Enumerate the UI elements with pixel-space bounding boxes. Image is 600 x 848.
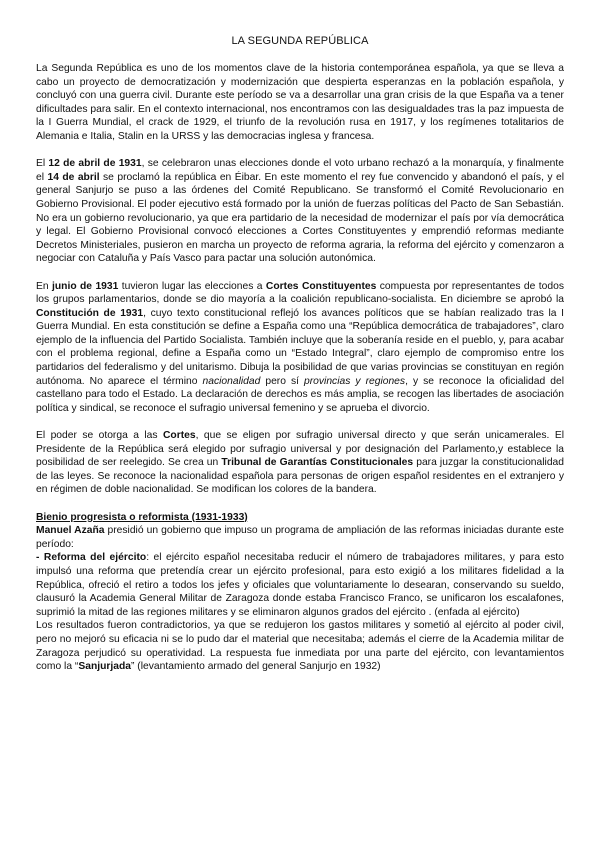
paragraph-constitution: En junio de 1931 tuvieron lugar las elecciones a Cortes Constituyentes compuesta por representantes de todos los grupos parlamentarios, donde se dio mayoría a la coalición republicano-socialista. En diciembre se aprobó la Constitución de 1931, cuyo texto constitucional reflejó los avances políticos que se habían realizado tras la I Guerra Mundial. En esta constitución se define a España como una “República democrática de trabajadores”, claro ejemplo de la influencia del Partido Socialista. También incluye que la soberanía reside en el pueblo, y, para acabar con el problema regional, define a España como un “Estado Integral”, claro ejemplo de compromiso entre los partidarios del federalismo y del unitarismo. Dibuja la posibilidad de que varias provincias se constituyan en región autónoma. No aparece el término nacionalidad pero sí provincias y regiones, y se reconoce la oficialidad del castellano para todo el Estado. La declaración de derechos es más amplia, se recogen las libertades de asociación política y sindical, se reconoce el sufragio universal femenino y se aprueba el divorcio.: [36, 280, 564, 414]
paragraph-introduction: La Segunda República es uno de los momentos clave de la historia contemporánea española, ya que se lleva a cabo un proyecto de democratización y modernización que despierta esperanzas en la población española, y concluyó con una guerra civil. Durante este período se va a desarrollar una gran crisis de la que España va a tener dificultades para salir. En el contexto internacional, nos encontramos con las desigualdades tras la paz impuesta de la I Guerra Mundial, el crack de 1929, el triunfo de la revolución rusa en 1917, y los regímenes totalitarios de Alemania e Italia, Stalin en la URSS y las democracias inglesa y francesa.: [36, 63, 564, 142]
paragraph-proclamation: El 12 de abril de 1931, se celebraron unas elecciones donde el voto urbano rechazó a la monarquía, y finalmente el 14 de abril se proclamó la república en Éibar. En este momento el rey fue convencido y abandonó el país, y el general Sanjurjo se puso a las órdenes del Comité Republicano. Se transformó el Comité Revolucionario en Gobierno Provisional. El poder ejecutivo está formado por la unión de fuerzas políticas del Pacto de San Sebastián. No era un gobierno revolucionario, ya que era partidario de la necesidad de modernizar el país por vía democrática y legal. El Gobierno Provisional convocó elecciones a Cortes Constituyentes y emprendió reformas mediante Decretos Ministeriales, pusieron en marcha un proyecto de reforma agraria, la reforma del ejército y comenzaron a negociar con Cataluña y País Vasco para pactar una solución autonómica.: [36, 158, 564, 265]
paragraph-powers: El poder se otorga a las Cortes, que se eligen por sufragio universal directo y que serán unicamerales. El Presidente de la República será elegido por sufragio universal y por designación del Parlamento,y establece la posibilidad de ser reelegido. Se crea un Tribunal de Garantías Constitucionales para juzgar la constitucionalidad de las leyes. Se reconoce la nacionalidad española para personas de origen español residentes en el extranjero y en régimen de doble nacionalidad. Se modifican los colores de la bandera.: [36, 430, 565, 496]
page-title: LA SEGUNDA REPÚBLICA: [231, 35, 369, 47]
list-item-army-reform: - Reforma del ejército: el ejército español necesitaba reducir el número de trabajadores militares, y para esto impulsó una reforma que pretendía crear un ejército profesional, para esto exigió a los militares fidelidad a la República, ofreció el retiro a todos los jefes y oficiales que voluntariamente lo desearan, conservando su sueldo, clausuró la Academia General Militar de Zaragoza donde estaba Francisco Franco, se unificaron los escalafones, suprimió la mitad de las regiones militares y se eliminaron algunos grados del ejército . (enfada al ejército): [36, 552, 564, 618]
section-heading: Bienio progresista o reformista (1931-1933): [36, 511, 248, 523]
paragraph-results: Los resultados fueron contradictorios, ya que se redujeron los gastos militares y sometió al ejército al poder civil, pero no mejoró su eficacia ni se lo pudo dar el material que necesitaba; además el cierre de la Academia militar de Zaragoza perjudicó su operatividad. La respuesta fue inmediata por una parte del ejército, con levantamientos como la “Sanjurjada” (levantamiento armado del general Sanjurjo en 1932): [36, 620, 564, 673]
paragraph-azana: Manuel Azaña presidió un gobierno que impuso un programa de ampliación de las reformas iniciadas durante este período:: [36, 525, 565, 550]
